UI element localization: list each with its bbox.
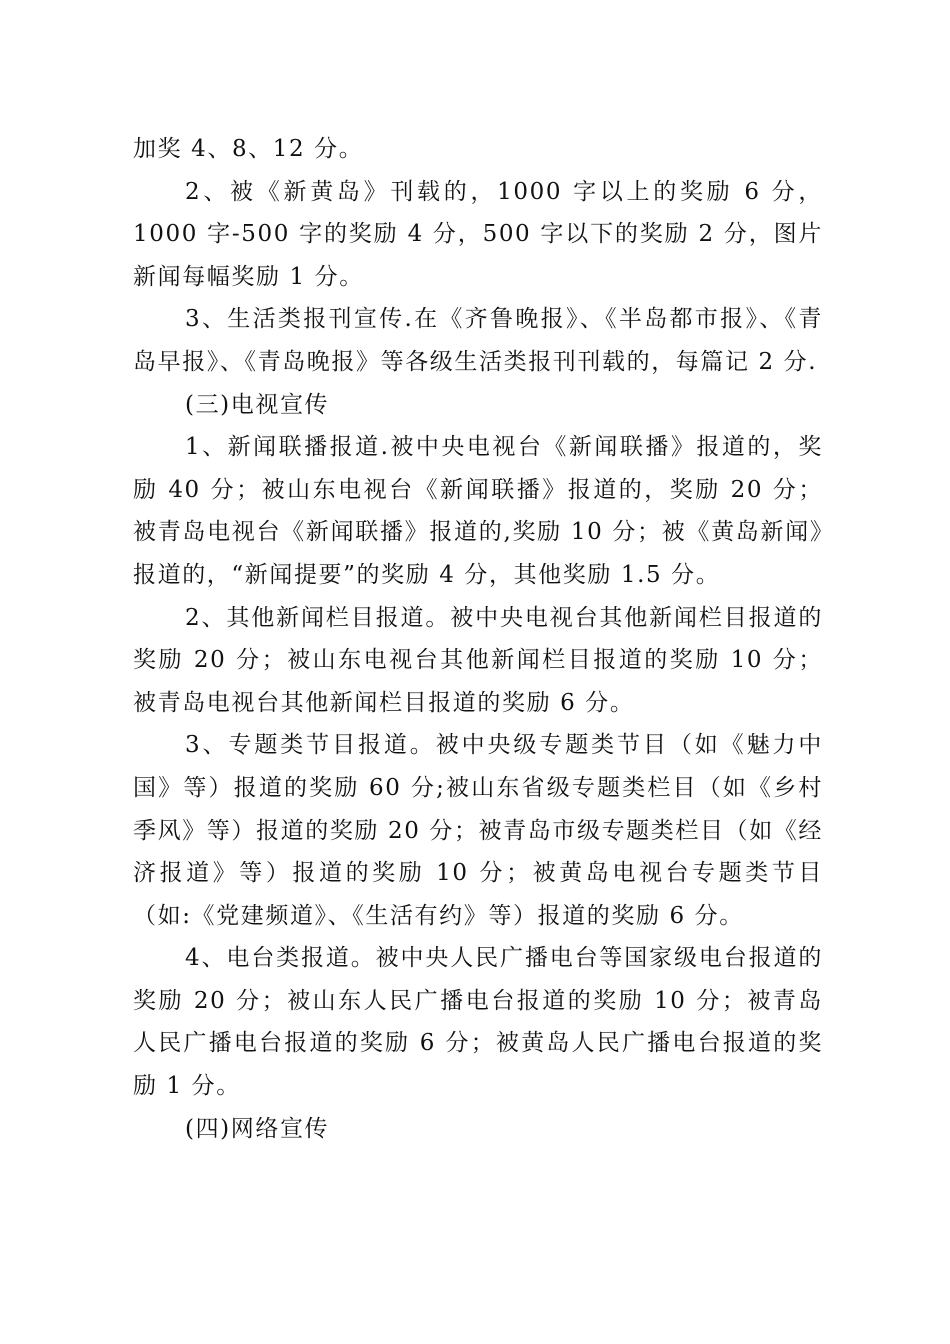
- paragraph-tv-item-1: 1、新闻联播报道.被中央电视台《新闻联播》报道的，奖励 40 分；被山东电视台《新闻联播》报道的，奖励 20 分；被青岛电视台《新闻联播》报道的,奖励 10 分；被《黄岛新闻》报道的，“新闻提要”的奖励 4 分，其他奖励 1.5 分。: [133, 434, 823, 588]
- document-body: [133, 128, 823, 1150]
- section-heading-network: (四)网络宣传: [185, 1115, 330, 1142]
- paragraph-tv-item-2: 2、其他新闻栏目报道。被中央电视台其他新闻栏目报道的奖励 20 分；被山东电视台其他新闻栏目报道的奖励 10 分；被青岛电视台其他新闻栏目报道的奖励 6 分。: [133, 604, 823, 716]
- paragraph-tv-item-4: 4、电台类报道。被中央人民广播电台等国家级电台报道的奖励 20 分；被山东人民广播电台报道的奖励 10 分；被青岛人民广播电台报道的奖励 6 分；被黄岛人民广播电台报道的奖励 1 分。: [133, 945, 823, 1100]
- paragraph-tv-item-3: 3、专题类节目报道。被中央级专题类节目（如《魅力中国》等）报道的奖励 60 分;被山东省级专题类栏目（如《乡村季风》等）报道的奖励 20 分；被青岛市级专题类栏目（如《经济报道》等）报道的奖励 10 分；被黄岛电视台专题类节目（如:《党建频道》、《生活有约》等）报道的奖励 6 分。: [133, 732, 823, 929]
- paragraph-item-2: 2、被《新黄岛》刊载的，1000 字以上的奖励 6 分，1000 字-500 字的奖励 4 分，500 字以下的奖励 2 分，图片新闻每幅奖励 1 分。: [133, 178, 823, 290]
- paragraph-item-3: 3、生活类报刊宣传.在《齐鲁晚报》、《半岛都市报》、《青岛早报》、《青岛晚报》等各级生活类报刊刊载的，每篇记 2 分.: [133, 306, 823, 375]
- paragraph-continuation: 加奖 4、8、12 分。: [133, 136, 364, 162]
- section-heading-tv: (三)电视宣传: [185, 391, 330, 418]
